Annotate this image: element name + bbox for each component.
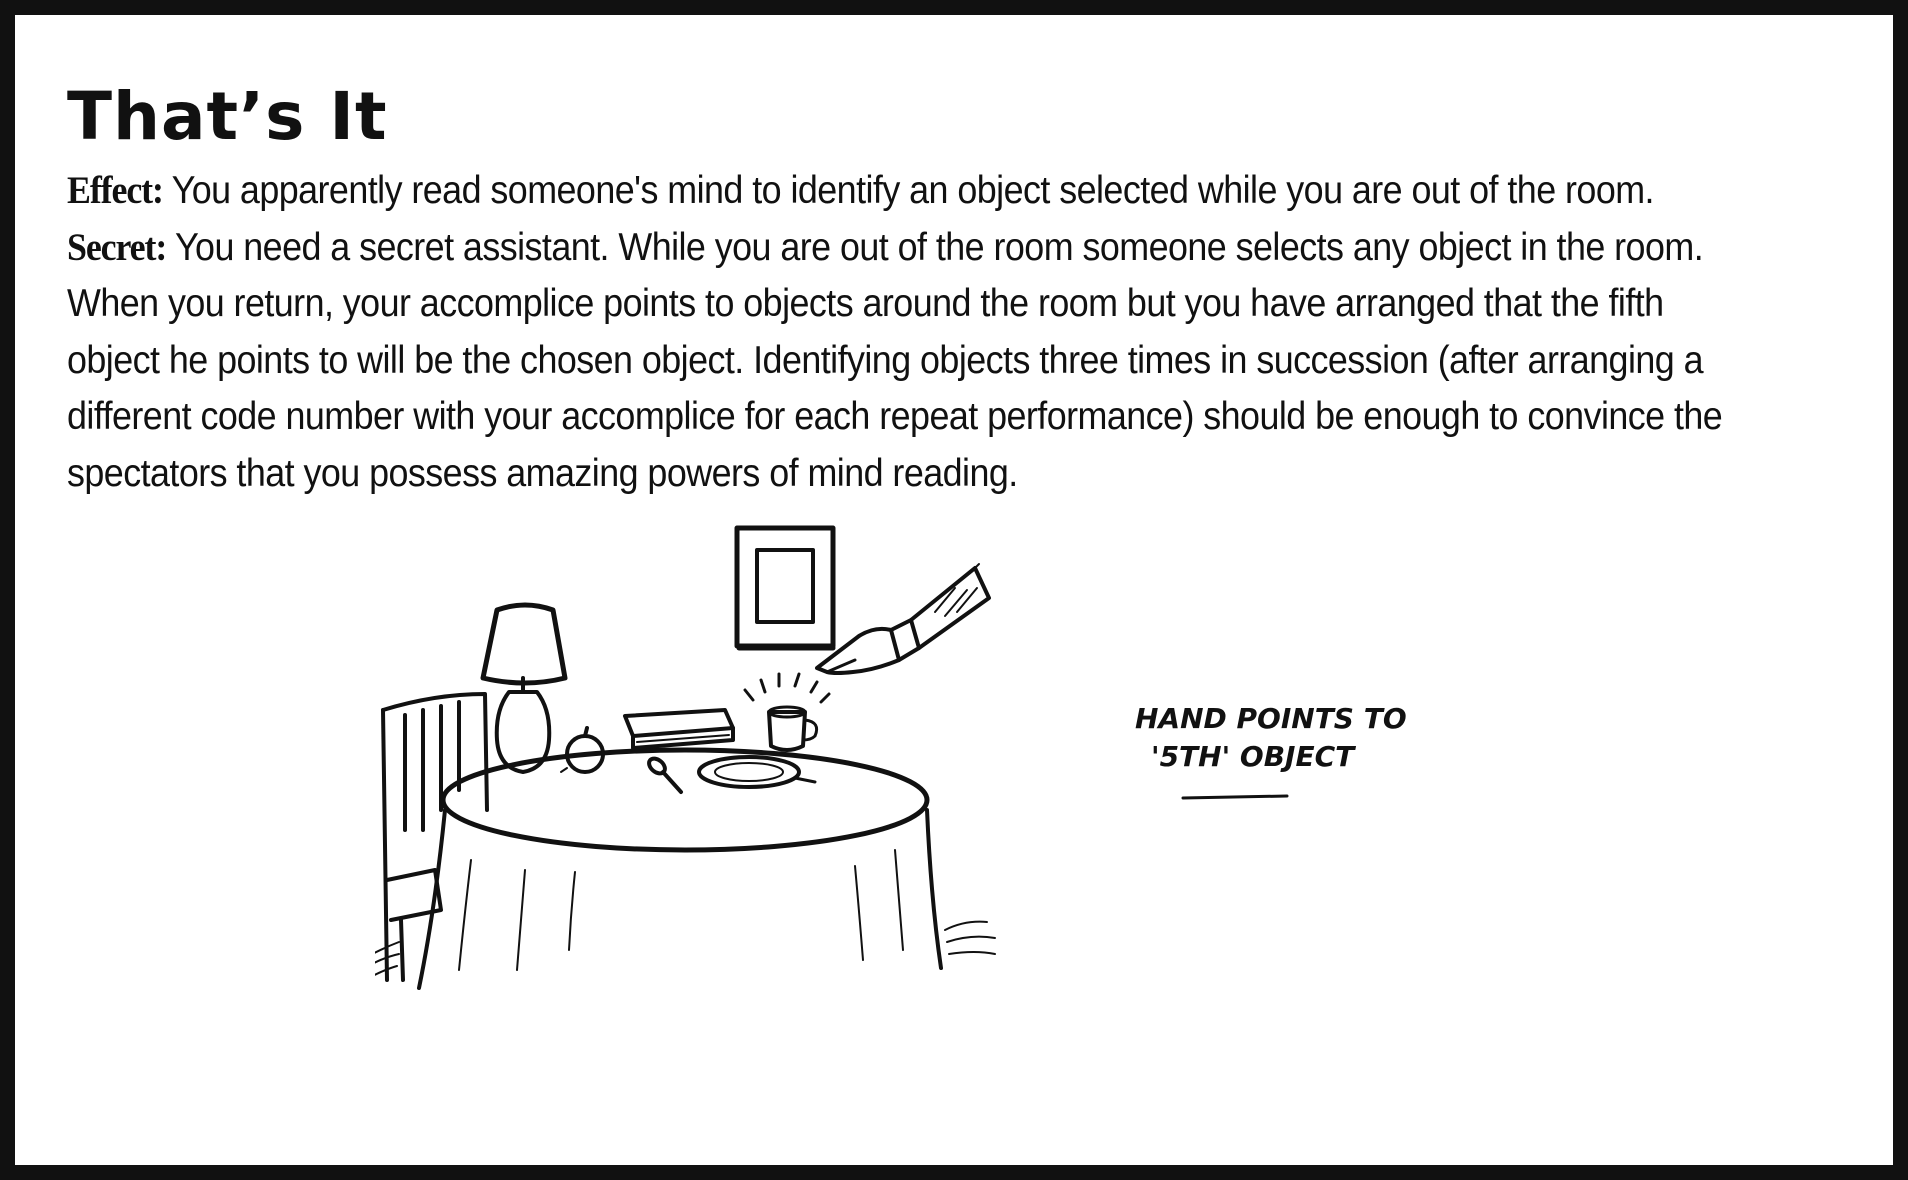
caption-line-2: '5TH' OBJECT	[1151, 740, 1355, 773]
effect-label: Effect:	[67, 169, 163, 212]
effect-text: You apparently read someone's mind to identify an object selected while you are out of the room.	[162, 169, 1654, 212]
pointing-hand-icon	[817, 564, 989, 673]
spoon-icon	[646, 756, 681, 792]
book-icon	[625, 710, 733, 748]
secret-label: Secret:	[67, 225, 167, 269]
secret-paragraph	[67, 220, 1723, 503]
lamp-icon	[483, 605, 565, 772]
page-title: That’s It	[67, 78, 388, 155]
effect-paragraph	[67, 163, 1723, 220]
plate-icon	[699, 757, 815, 787]
caption-underline	[1183, 796, 1287, 798]
room-illustration	[375, 510, 1415, 990]
caption-line-1: HAND POINTS TO	[1135, 702, 1407, 735]
picture-frame-icon	[737, 528, 833, 648]
cup-icon	[769, 707, 817, 750]
sparkle-icon	[745, 674, 829, 702]
secret-text: You need a secret assistant. While you are out of the room someone selects any object in the room. When you return, your accomplice points to objects around the room but you have arranged that the fifth object he points to will be the chosen object. Identifying objects three times in succession (after arranging a different code number with your accomplice for each repeat performance) should be enough to convince the spectators that you possess amazing powers of mind reading.	[67, 225, 1723, 495]
chair-icon	[375, 694, 487, 980]
apple-icon	[561, 728, 603, 772]
illustration-caption	[1135, 702, 1407, 798]
table-icon	[419, 750, 995, 988]
body-text	[67, 163, 1723, 502]
